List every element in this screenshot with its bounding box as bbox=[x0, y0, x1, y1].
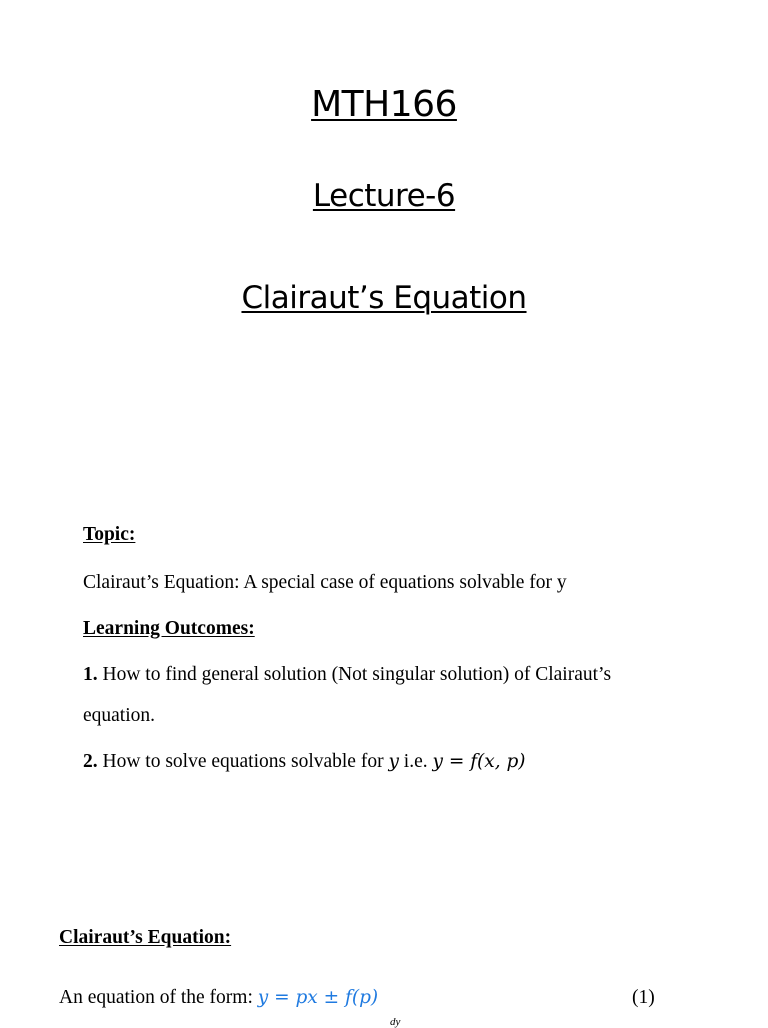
outcome-text-connector: i.e. bbox=[398, 751, 433, 772]
learning-outcome-1-continuation: equation. bbox=[83, 705, 156, 726]
definition-intro: An equation of the form: bbox=[59, 987, 258, 1008]
lecture-title: Lecture-6 bbox=[312, 178, 456, 214]
outcome-number: 1. bbox=[83, 664, 98, 685]
clairaut-definition bbox=[59, 985, 378, 1011]
topic-heading: Topic: bbox=[83, 524, 136, 545]
math-variable: y bbox=[388, 751, 399, 772]
equation-number: (1) bbox=[632, 987, 655, 1008]
outcome-text: How to find general solution (Not singular solution) of Clairaut’s bbox=[97, 664, 612, 685]
clairaut-equation: y = px ± f(p) bbox=[257, 987, 379, 1008]
clairaut-section-heading: Clairaut’s Equation: bbox=[59, 927, 232, 948]
learning-outcomes-heading: Learning Outcomes: bbox=[83, 618, 255, 639]
outcome-text: How to solve equations solvable for bbox=[97, 751, 389, 772]
learning-outcome-1 bbox=[83, 662, 611, 688]
outcome-number: 2. bbox=[83, 751, 98, 772]
course-code-title: MTH166 bbox=[311, 84, 457, 125]
topic-text: Clairaut’s Equation: A special case of equations solvable for y bbox=[83, 572, 567, 593]
topic-title: Clairaut’s Equation bbox=[241, 280, 527, 316]
math-equation: y = f(x, p) bbox=[432, 751, 526, 772]
learning-outcome-2 bbox=[83, 749, 526, 775]
cutoff-fraction-numerator: dy bbox=[390, 1016, 401, 1028]
